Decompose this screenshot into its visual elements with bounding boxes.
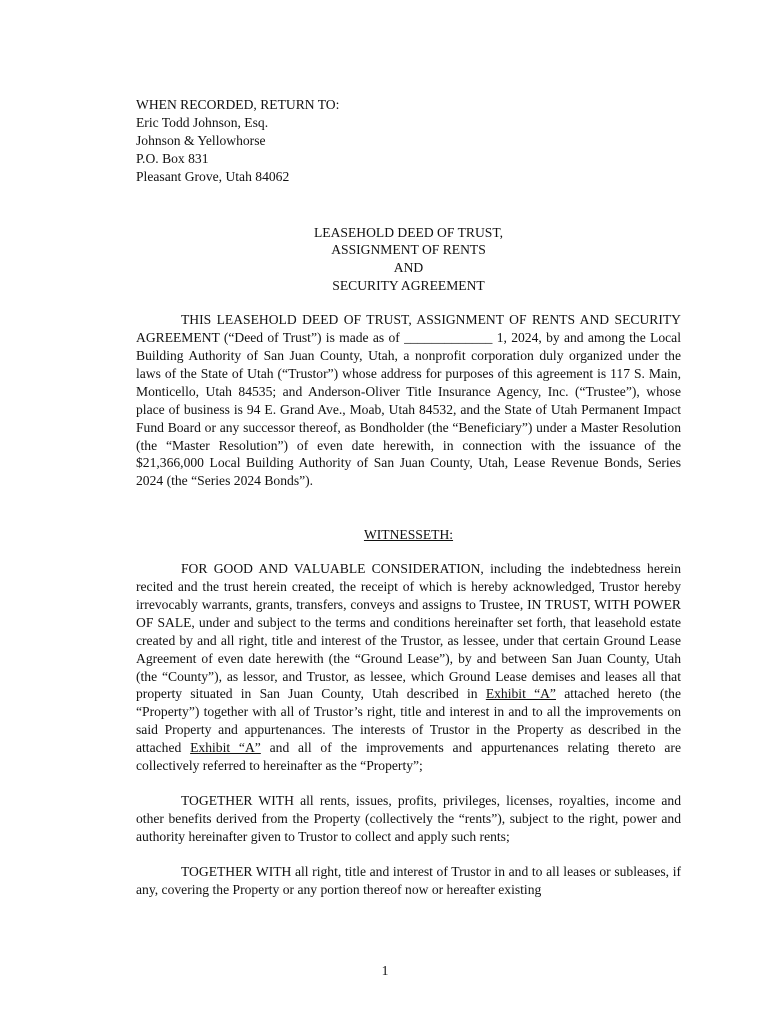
page-number: 1 — [381, 963, 389, 978]
exhibit-a-reference: Exhibit “A” — [485, 686, 556, 702]
return-address-block — [136, 96, 681, 186]
title-line-2: ASSIGNMENT OF RENTS — [331, 242, 486, 258]
together-leases-paragraph: TOGETHER WITH all right, title and interest of Trustor in and to all leases or subleases, if any, covering the Property or any portion thereof now or hereafter existing — [136, 863, 681, 897]
document-title — [136, 224, 681, 296]
intro-paragraph: THIS LEASEHOLD DEED OF TRUST, ASSIGNMENT OF RENTS AND SECURITY AGREEMENT (“Deed of Trust”) is made as of _____________ 1, 2024, by and among the Local Building Authority of San Juan County, Utah, a nonprofit corporation duly organized under the laws of the State of Utah (“Trustor”) whose address for purposes of this agreement is 117 S. Main, Monticello, Utah 84535; and Anderson-Oliver Title Insurance Agency, Inc. (“Trustee”), whose place of business is 94 E. Grand Ave., Moab, Utah 84532, and the State of Utah Permanent Impact Fund Board or any successor thereof, as Bondholder (the “Beneficiary”) under a Master Resolution (the “Master Resolution”) of even date herewith, in connection with the issuance of the $21,366,000 Local Building Authority of San Juan County, Utah, Lease Revenue Bonds, Series 2024 (the “Series 2024 Bonds”). — [136, 312, 681, 489]
return-heading: WHEN RECORDED, RETURN TO: — [136, 97, 340, 112]
title-line-1: LEASEHOLD DEED OF TRUST, — [313, 224, 504, 240]
document-page — [136, 96, 681, 899]
consideration-text-2: attached hereto (the “Property”) together with all of Trustor’s right, title and interest in and to all the improvements on said Property and appurtenances. The interests of Trustor in the Property as described in the attached — [136, 686, 682, 756]
exhibit-a-reference: Exhibit “A” — [190, 740, 261, 756]
return-city-state-zip: Pleasant Grove, Utah 84062 — [136, 168, 290, 184]
title-line-3: AND — [393, 260, 424, 276]
consideration-paragraph — [136, 560, 681, 775]
return-po-box: P.O. Box 831 — [136, 150, 209, 166]
return-firm: Johnson & Yellowhorse — [136, 132, 266, 148]
consideration-text-1: FOR GOOD AND VALUABLE CONSIDERATION, including the indebtedness herein recited and the trust herein created, the receipt of which is hereby acknowledged, Trustor hereby irrevocably warrants, grants, transfers, conveys and assigns to Trustee, IN TRUST, WITH POWER OF SALE, under and subject to the terms and conditions hereinafter set forth, that leasehold estate created by and all right, title and interest of the Trustor, as lessee, under that certain Ground Lease Agreement of even date herewith (the “Ground Lease”), by and between San Juan County, Utah (the “County”), as lessor, and Trustor, as lessee, which Ground Lease demises and leases all that property situated in San Juan County, Utah described in — [136, 561, 681, 702]
witnesseth-heading: WITNESSETH: — [363, 527, 454, 543]
consideration-text-3: and all of the improvements and appurtenances relating thereto are collectively referred to hereinafter as the “Property”; — [136, 740, 681, 774]
together-rents-paragraph: TOGETHER WITH all rents, issues, profits, privileges, licenses, royalties, income and other benefits derived from the Property (collectively the “rents”), subject to the right, power and authority hereinafter given to Trustor to collect and apply such rents; — [136, 793, 681, 844]
title-line-4: SECURITY AGREEMENT — [332, 278, 485, 294]
return-name: Eric Todd Johnson, Esq. — [136, 114, 269, 130]
